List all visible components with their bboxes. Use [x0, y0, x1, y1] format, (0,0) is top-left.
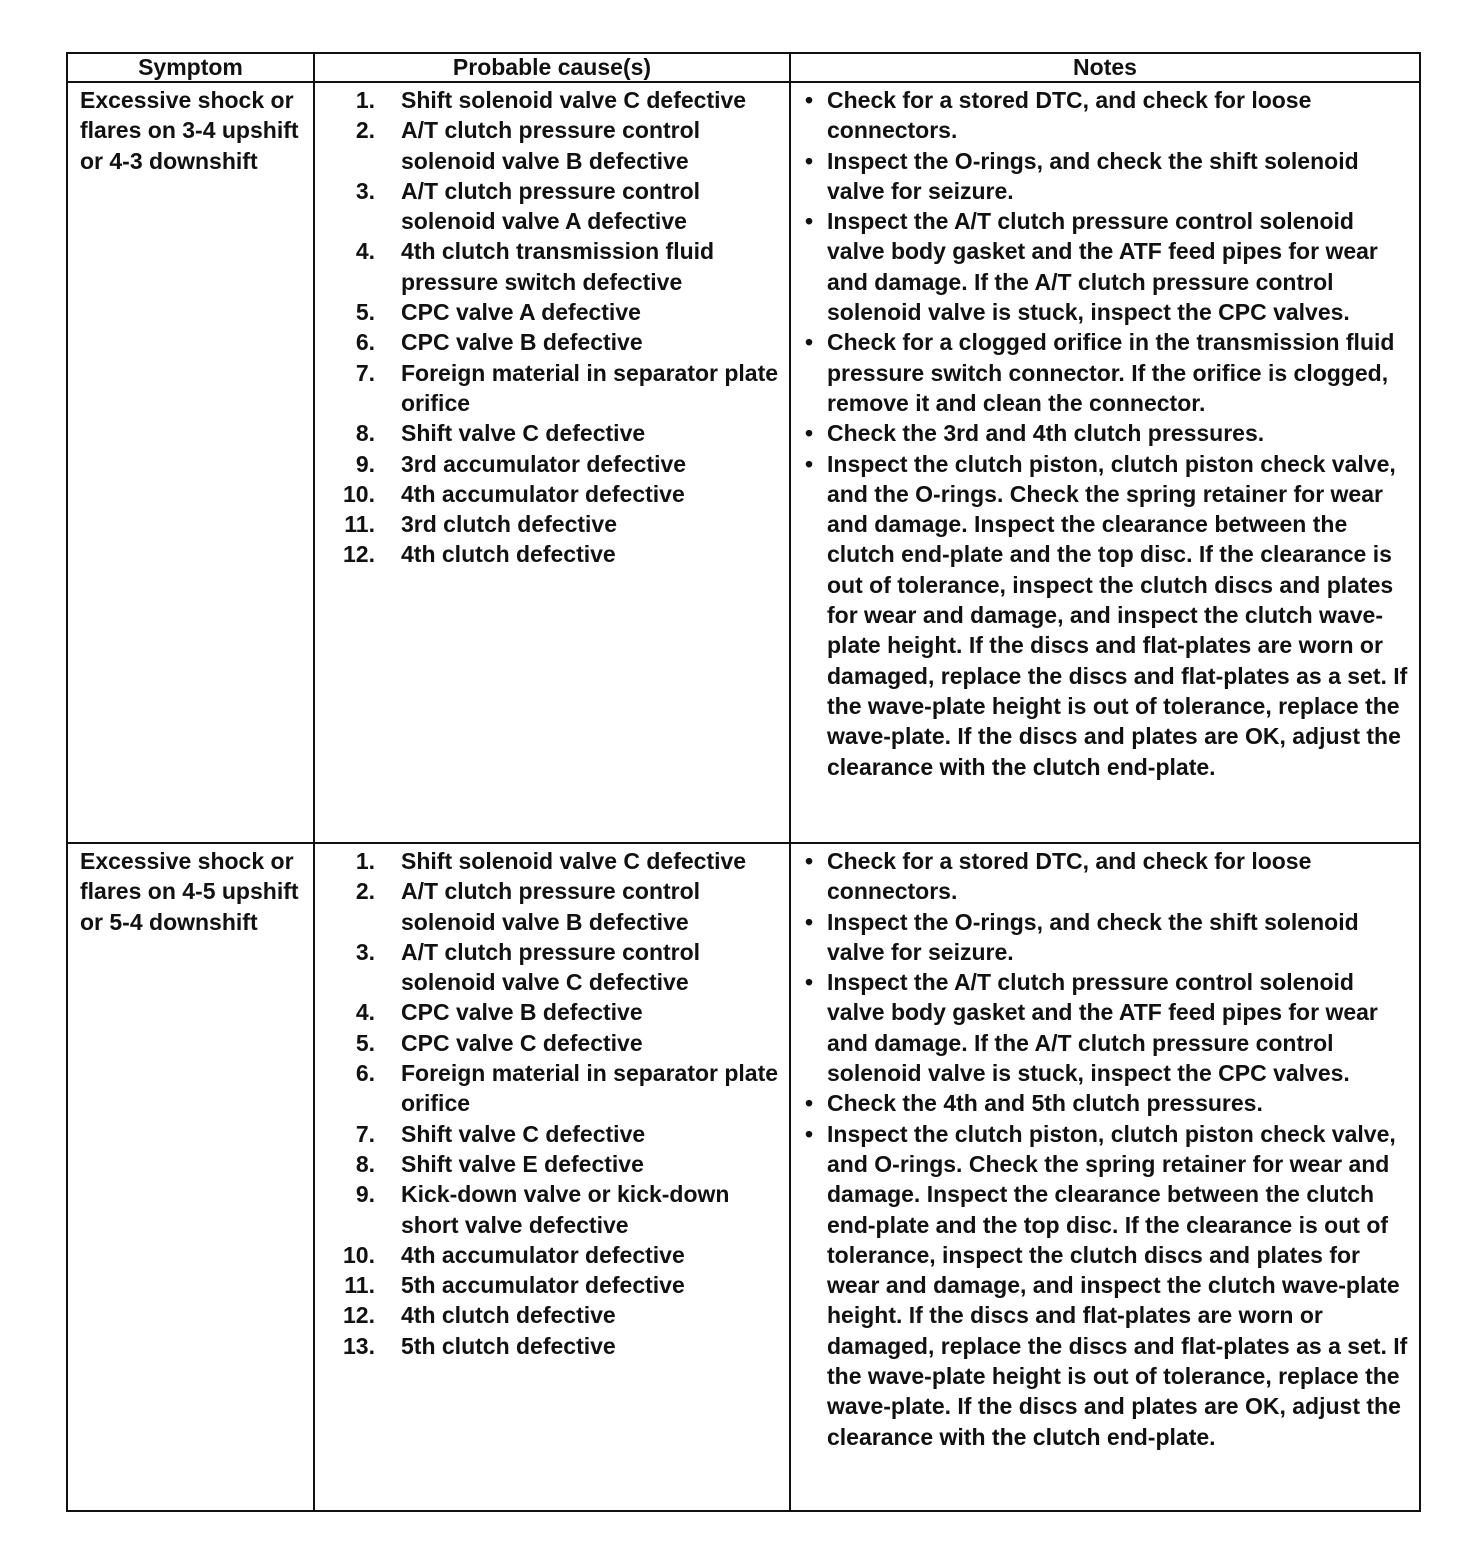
- cause-number: 4.: [355, 238, 375, 265]
- bullet-icon: •: [804, 420, 814, 447]
- note-item: [791, 967, 1413, 1088]
- note-text: Inspect the O-rings, and check the shift solenoid valve for seizure.: [827, 908, 1359, 965]
- cause-number: 10.: [343, 1241, 375, 1268]
- cause-number: 3.: [355, 938, 375, 965]
- cause-text: Shift valve E defective: [401, 1150, 644, 1177]
- cause-text: CPC valve C defective: [401, 1029, 643, 1056]
- note-text: Inspect the A/T clutch pressure control solenoid valve body gasket and the ATF feed pipes for wear and damage. If the A/T clutch pressure control solenoid valve is stuck, inspect the CPC valves.: [827, 969, 1378, 1087]
- cause-number: 6.: [355, 1060, 375, 1087]
- cause-number: 6.: [355, 329, 375, 356]
- cause-text: Shift solenoid valve C defective: [401, 848, 747, 874]
- note-list: [791, 85, 1413, 782]
- note-item: [791, 846, 1413, 907]
- causes-cell: [314, 843, 790, 1511]
- cause-number: 13.: [343, 1332, 375, 1359]
- troubleshooting-table: [66, 52, 1421, 1512]
- cause-text: 4th clutch transmission fluid pressure switch defective: [401, 238, 715, 295]
- notes-cell: [790, 82, 1420, 843]
- cause-item: [315, 176, 785, 237]
- cause-number: 10.: [343, 480, 375, 507]
- cause-number: 1.: [355, 848, 375, 874]
- cause-number: 5.: [355, 299, 375, 326]
- cause-number: 12.: [343, 541, 375, 568]
- cause-number: 8.: [355, 1150, 375, 1177]
- bullet-icon: •: [804, 969, 814, 996]
- header-probable-causes: Probable cause(s): [314, 53, 790, 82]
- note-text: Inspect the clutch piston, clutch piston check valve, and the O-rings. Check the spring retainer for wear and damage. Inspect the clearance between the clutch end-plate and the top disc. If the clearance is out of tolerance, inspect the clutch discs and plates for wear and damage, and inspect the clutch wave-plate height. If the discs and flat-plates are worn or damaged, replace the discs and flat-plates as a set. If the wave-plate height is out of tolerance, replace the wave-plate. If the discs and plates are OK, adjust the clearance with the clutch end-plate.: [827, 450, 1408, 780]
- note-item: [791, 85, 1413, 146]
- cause-text: Foreign material in separator plate orifice: [401, 1060, 779, 1117]
- cause-item: [315, 479, 785, 509]
- cause-number: 11.: [344, 511, 375, 538]
- note-item: [791, 146, 1413, 207]
- note-text: Check for a stored DTC, and check for loose connectors.: [827, 848, 1312, 905]
- cause-text: 4th accumulator defective: [401, 1241, 685, 1268]
- note-item: [791, 418, 1413, 448]
- cause-text: CPC valve B defective: [401, 999, 643, 1026]
- bullet-icon: •: [804, 848, 814, 874]
- cause-text: 4th accumulator defective: [401, 480, 685, 507]
- cause-text: Kick-down valve or kick-down short valve defective: [401, 1181, 730, 1238]
- cause-item: [315, 876, 785, 937]
- cause-number: 2.: [355, 878, 375, 905]
- note-item: [791, 907, 1413, 968]
- cause-item: [315, 236, 785, 297]
- symptom-cell: Excessive shock or flares on 3-4 upshift or 4-3 downshift: [67, 82, 314, 843]
- cause-text: CPC valve A defective: [401, 299, 641, 326]
- bullet-icon: •: [804, 1090, 814, 1117]
- cause-item: [315, 1331, 785, 1361]
- cause-item: [315, 846, 785, 876]
- cause-item: [315, 509, 785, 539]
- note-item: [791, 1088, 1413, 1118]
- bullet-icon: •: [804, 329, 814, 356]
- cause-item: [315, 297, 785, 327]
- cause-item: [315, 1240, 785, 1270]
- cause-text: Shift solenoid valve C defective: [401, 87, 747, 113]
- cause-item: [315, 1270, 785, 1300]
- cause-text: Shift valve C defective: [401, 420, 646, 447]
- bullet-icon: •: [804, 450, 814, 477]
- cause-number: 7.: [355, 359, 375, 386]
- cause-text: A/T clutch pressure control solenoid valve C defective: [401, 938, 701, 996]
- cause-number: 3.: [355, 177, 375, 204]
- cause-number: 8.: [355, 420, 375, 447]
- cause-text: 5th accumulator defective: [401, 1272, 685, 1299]
- note-item: [791, 327, 1413, 418]
- bullet-icon: •: [804, 147, 814, 174]
- cause-item: [315, 539, 785, 569]
- cause-item: [315, 1058, 785, 1119]
- note-text: Check the 3rd and 4th clutch pressures.: [827, 420, 1265, 447]
- cause-item: [315, 1028, 785, 1058]
- cause-text: CPC valve B defective: [401, 329, 643, 356]
- note-text: Inspect the A/T clutch pressure control solenoid valve body gasket and the ATF feed pipes for wear and damage. If the A/T clutch pressure control solenoid valve is stuck, inspect the CPC valves.: [827, 208, 1378, 326]
- note-text: Check for a clogged orifice in the transmission fluid pressure switch connector. If the orifice is clogged, remove it and clean the connector.: [827, 329, 1395, 416]
- cause-list: [315, 846, 785, 1361]
- cause-item: [315, 358, 785, 419]
- table-header: [67, 53, 1420, 82]
- cause-number: 4.: [355, 999, 375, 1026]
- bullet-icon: •: [804, 1120, 814, 1147]
- cause-text: Foreign material in separator plate orifice: [401, 359, 779, 416]
- note-item: [791, 206, 1413, 327]
- causes-cell: [314, 82, 790, 843]
- cause-text: 4th clutch defective: [401, 541, 616, 568]
- cause-number: 12.: [343, 1302, 375, 1329]
- table-row: [67, 843, 1420, 1511]
- cause-text: A/T clutch pressure control solenoid valve A defective: [401, 177, 701, 235]
- cause-item: [315, 997, 785, 1027]
- cause-number: 1.: [355, 87, 375, 113]
- table-row: [67, 82, 1420, 843]
- cause-text: 3rd accumulator defective: [401, 450, 687, 477]
- bullet-icon: •: [804, 208, 814, 235]
- note-text: Check for a stored DTC, and check for loose connectors.: [827, 87, 1312, 144]
- cause-item: [315, 1119, 785, 1149]
- cause-list: [315, 85, 785, 570]
- cause-item: [315, 1179, 785, 1240]
- cause-number: 9.: [355, 1181, 375, 1208]
- cause-text: A/T clutch pressure control solenoid valve B defective: [401, 878, 701, 935]
- notes-cell: [790, 843, 1420, 1511]
- cause-item: [315, 85, 785, 115]
- cause-item: [315, 1149, 785, 1179]
- header-symptom: Symptom: [67, 53, 314, 82]
- cause-number: 9.: [355, 450, 375, 477]
- note-text: Inspect the clutch piston, clutch piston check valve, and O-rings. Check the spring retainer for wear and damage. Inspect the clearance between the clutch end-plate and the top disc. If the clearance is out of tolerance, inspect the clutch discs and plates for wear and damage, and inspect the clutch wave-plate height. If the discs and flat-plates are worn or damaged, replace the discs and flat-plates as a set. If the wave-plate height is out of tolerance, replace the wave-plate. If the discs and plates are OK, adjust the clearance with the clutch end-plate.: [827, 1120, 1408, 1450]
- bullet-icon: •: [804, 87, 814, 113]
- note-list: [791, 846, 1413, 1452]
- header-notes: Notes: [790, 53, 1420, 82]
- note-text: Inspect the O-rings, and check the shift solenoid valve for seizure.: [827, 147, 1359, 204]
- cause-number: 7.: [355, 1120, 375, 1147]
- cause-number: 5.: [355, 1029, 375, 1056]
- cause-text: 3rd clutch defective: [401, 511, 618, 538]
- cause-text: 5th clutch defective: [401, 1332, 616, 1359]
- bullet-icon: •: [804, 908, 814, 935]
- cause-text: 4th clutch defective: [401, 1302, 616, 1329]
- cause-item: [315, 327, 785, 357]
- cause-item: [315, 1300, 785, 1330]
- cause-number: 2.: [355, 117, 375, 144]
- cause-item: [315, 449, 785, 479]
- note-text: Check the 4th and 5th clutch pressures.: [827, 1090, 1263, 1117]
- cause-number: 11.: [344, 1272, 375, 1299]
- table-body: [67, 82, 1420, 1511]
- cause-text: A/T clutch pressure control solenoid valve B defective: [401, 117, 701, 174]
- cause-item: [315, 418, 785, 448]
- cause-item: [315, 937, 785, 998]
- cause-text: Shift valve C defective: [401, 1120, 646, 1147]
- note-item: [791, 449, 1413, 782]
- symptom-cell: Excessive shock or flares on 4-5 upshift or 5-4 downshift: [67, 843, 314, 1511]
- note-item: [791, 1119, 1413, 1452]
- cause-item: [315, 115, 785, 176]
- header-row: [67, 53, 1420, 82]
